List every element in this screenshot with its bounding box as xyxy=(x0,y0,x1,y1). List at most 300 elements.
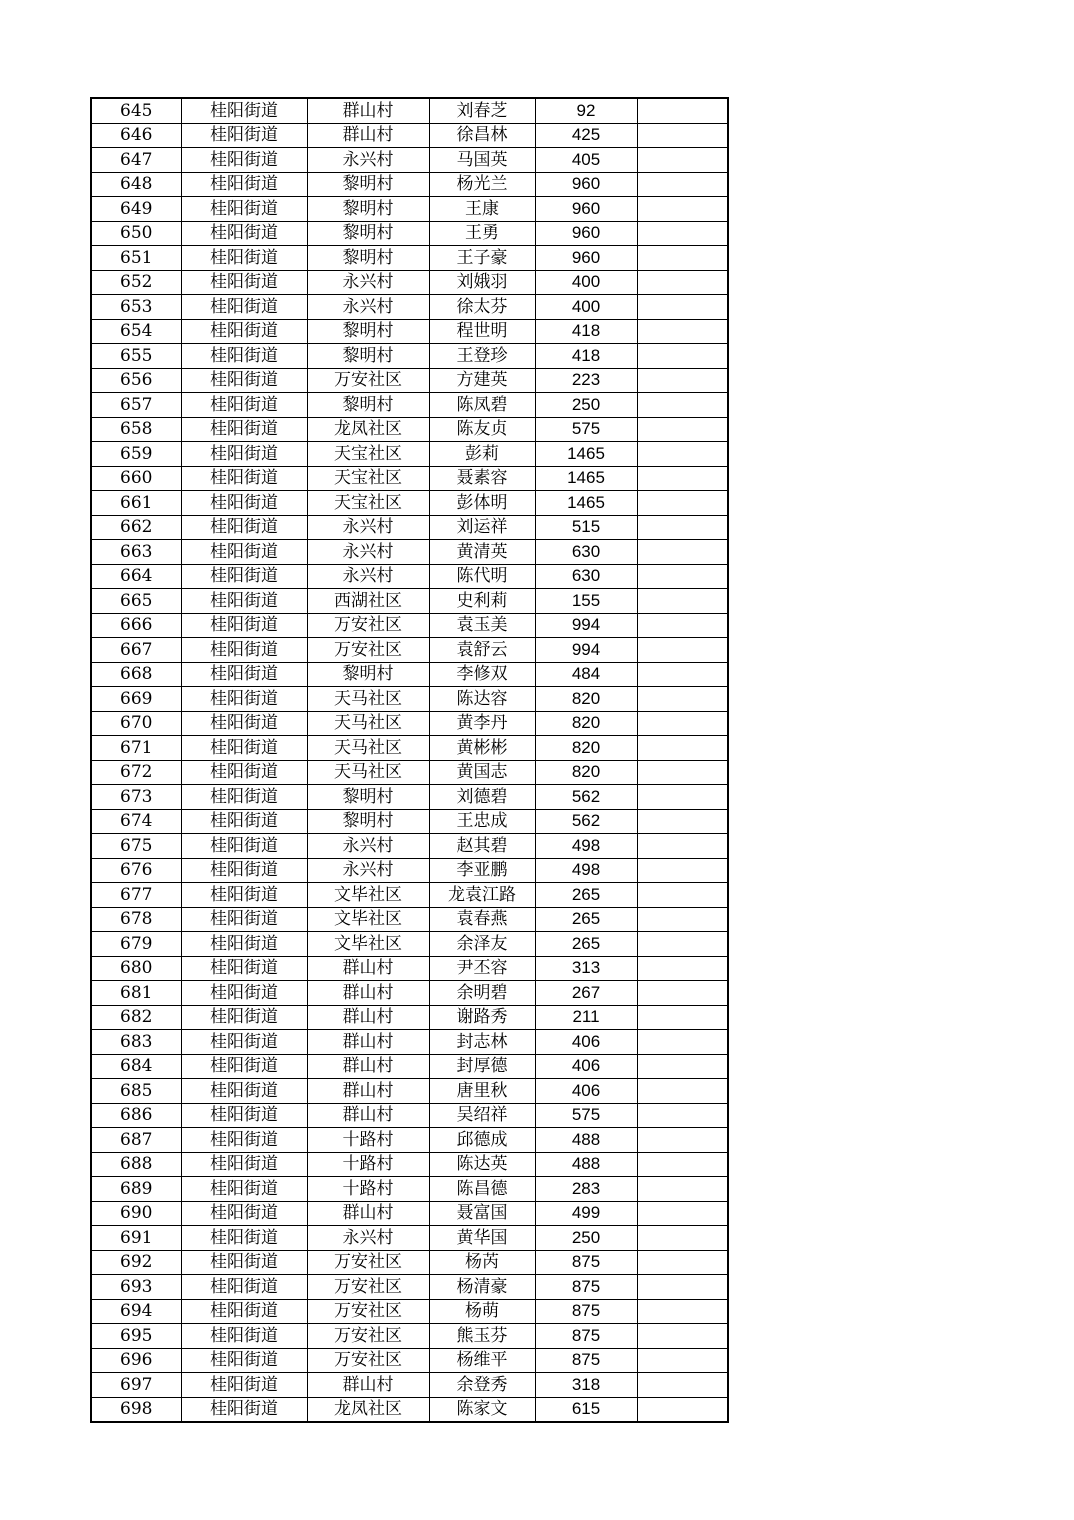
amount-cell: 223 xyxy=(535,368,637,393)
amount-cell: 406 xyxy=(535,1054,637,1079)
amount-cell: 265 xyxy=(535,883,637,908)
table-row xyxy=(91,1226,728,1251)
table-row xyxy=(91,221,728,246)
note-cell xyxy=(637,564,728,589)
name-cell: 徐太芬 xyxy=(429,295,535,320)
name-cell: 王忠成 xyxy=(429,809,535,834)
row-number-cell: 652 xyxy=(91,270,181,295)
table-row xyxy=(91,907,728,932)
amount-cell: 488 xyxy=(535,1128,637,1153)
table-row xyxy=(91,1397,728,1422)
name-cell: 聂富国 xyxy=(429,1201,535,1226)
note-cell xyxy=(637,442,728,467)
street-cell: 桂阳街道 xyxy=(181,662,307,687)
table-row xyxy=(91,564,728,589)
note-cell xyxy=(637,1079,728,1104)
table-row xyxy=(91,1275,728,1300)
row-number-cell: 695 xyxy=(91,1324,181,1349)
row-number-cell: 691 xyxy=(91,1226,181,1251)
village-cell: 天马社区 xyxy=(307,687,429,712)
amount-cell: 1465 xyxy=(535,491,637,516)
note-cell xyxy=(637,1177,728,1202)
street-cell: 桂阳街道 xyxy=(181,1226,307,1251)
name-cell: 黄彬彬 xyxy=(429,736,535,761)
table-row xyxy=(91,883,728,908)
note-cell xyxy=(637,1226,728,1251)
table-row xyxy=(91,1177,728,1202)
note-cell xyxy=(637,785,728,810)
village-cell: 万安社区 xyxy=(307,1348,429,1373)
row-number-cell: 680 xyxy=(91,956,181,981)
village-cell: 群山村 xyxy=(307,956,429,981)
village-cell: 十路村 xyxy=(307,1128,429,1153)
village-cell: 永兴村 xyxy=(307,270,429,295)
amount-cell: 875 xyxy=(535,1299,637,1324)
note-cell xyxy=(637,221,728,246)
note-cell xyxy=(637,1152,728,1177)
data-table xyxy=(90,97,729,1423)
street-cell: 桂阳街道 xyxy=(181,638,307,663)
row-number-cell: 672 xyxy=(91,760,181,785)
amount-cell: 265 xyxy=(535,932,637,957)
row-number-cell: 650 xyxy=(91,221,181,246)
name-cell: 杨芮 xyxy=(429,1250,535,1275)
note-cell xyxy=(637,123,728,148)
table-row xyxy=(91,662,728,687)
table-row xyxy=(91,344,728,369)
village-cell: 龙凤社区 xyxy=(307,417,429,442)
table-row xyxy=(91,197,728,222)
amount-cell: 406 xyxy=(535,1030,637,1055)
name-cell: 黄国志 xyxy=(429,760,535,785)
note-cell xyxy=(637,246,728,271)
note-cell xyxy=(637,589,728,614)
amount-cell: 994 xyxy=(535,638,637,663)
amount-cell: 515 xyxy=(535,515,637,540)
note-cell xyxy=(637,883,728,908)
village-cell: 群山村 xyxy=(307,1103,429,1128)
note-cell xyxy=(637,417,728,442)
table-row xyxy=(91,956,728,981)
table-row xyxy=(91,466,728,491)
street-cell: 桂阳街道 xyxy=(181,1152,307,1177)
village-cell: 群山村 xyxy=(307,1079,429,1104)
street-cell: 桂阳街道 xyxy=(181,368,307,393)
street-cell: 桂阳街道 xyxy=(181,270,307,295)
amount-cell: 267 xyxy=(535,981,637,1006)
amount-cell: 960 xyxy=(535,246,637,271)
name-cell: 黄华国 xyxy=(429,1226,535,1251)
street-cell: 桂阳街道 xyxy=(181,1324,307,1349)
village-cell: 文毕社区 xyxy=(307,907,429,932)
table-row xyxy=(91,736,728,761)
amount-cell: 155 xyxy=(535,589,637,614)
note-cell xyxy=(637,1373,728,1398)
name-cell: 王康 xyxy=(429,197,535,222)
amount-cell: 875 xyxy=(535,1324,637,1349)
village-cell: 黎明村 xyxy=(307,221,429,246)
table-row xyxy=(91,417,728,442)
name-cell: 李亚鹏 xyxy=(429,858,535,883)
street-cell: 桂阳街道 xyxy=(181,221,307,246)
amount-cell: 960 xyxy=(535,172,637,197)
row-number-cell: 646 xyxy=(91,123,181,148)
row-number-cell: 674 xyxy=(91,809,181,834)
street-cell: 桂阳街道 xyxy=(181,564,307,589)
street-cell: 桂阳街道 xyxy=(181,344,307,369)
table-row xyxy=(91,172,728,197)
amount-cell: 820 xyxy=(535,760,637,785)
table-row xyxy=(91,442,728,467)
table-row xyxy=(91,1128,728,1153)
name-cell: 聂素容 xyxy=(429,466,535,491)
village-cell: 十路村 xyxy=(307,1177,429,1202)
street-cell: 桂阳街道 xyxy=(181,956,307,981)
name-cell: 刘运祥 xyxy=(429,515,535,540)
village-cell: 天宝社区 xyxy=(307,466,429,491)
street-cell: 桂阳街道 xyxy=(181,932,307,957)
row-number-cell: 647 xyxy=(91,148,181,173)
note-cell xyxy=(637,1250,728,1275)
village-cell: 永兴村 xyxy=(307,295,429,320)
name-cell: 赵其碧 xyxy=(429,834,535,859)
row-number-cell: 655 xyxy=(91,344,181,369)
name-cell: 杨光兰 xyxy=(429,172,535,197)
village-cell: 万安社区 xyxy=(307,638,429,663)
street-cell: 桂阳街道 xyxy=(181,515,307,540)
amount-cell: 211 xyxy=(535,1005,637,1030)
amount-cell: 400 xyxy=(535,295,637,320)
amount-cell: 960 xyxy=(535,221,637,246)
table-row xyxy=(91,1079,728,1104)
row-number-cell: 654 xyxy=(91,319,181,344)
village-cell: 群山村 xyxy=(307,1373,429,1398)
note-cell xyxy=(637,466,728,491)
street-cell: 桂阳街道 xyxy=(181,834,307,859)
note-cell xyxy=(637,1201,728,1226)
table-row xyxy=(91,760,728,785)
note-cell xyxy=(637,834,728,859)
amount-cell: 265 xyxy=(535,907,637,932)
note-cell xyxy=(637,344,728,369)
street-cell: 桂阳街道 xyxy=(181,197,307,222)
village-cell: 天宝社区 xyxy=(307,491,429,516)
note-cell xyxy=(637,1324,728,1349)
row-number-cell: 697 xyxy=(91,1373,181,1398)
village-cell: 群山村 xyxy=(307,98,429,123)
table-row xyxy=(91,270,728,295)
row-number-cell: 661 xyxy=(91,491,181,516)
row-number-cell: 657 xyxy=(91,393,181,418)
table-row xyxy=(91,319,728,344)
name-cell: 王勇 xyxy=(429,221,535,246)
amount-cell: 820 xyxy=(535,736,637,761)
note-cell xyxy=(637,907,728,932)
name-cell: 陈昌德 xyxy=(429,1177,535,1202)
table-row xyxy=(91,589,728,614)
village-cell: 万安社区 xyxy=(307,1250,429,1275)
street-cell: 桂阳街道 xyxy=(181,1054,307,1079)
amount-cell: 960 xyxy=(535,197,637,222)
row-number-cell: 656 xyxy=(91,368,181,393)
amount-cell: 615 xyxy=(535,1397,637,1422)
note-cell xyxy=(637,1030,728,1055)
row-number-cell: 679 xyxy=(91,932,181,957)
amount-cell: 630 xyxy=(535,564,637,589)
note-cell xyxy=(637,932,728,957)
name-cell: 陈凤碧 xyxy=(429,393,535,418)
note-cell xyxy=(637,1299,728,1324)
row-number-cell: 665 xyxy=(91,589,181,614)
table-row xyxy=(91,1324,728,1349)
note-cell xyxy=(637,368,728,393)
name-cell: 袁舒云 xyxy=(429,638,535,663)
row-number-cell: 673 xyxy=(91,785,181,810)
row-number-cell: 666 xyxy=(91,613,181,638)
street-cell: 桂阳街道 xyxy=(181,1030,307,1055)
row-number-cell: 696 xyxy=(91,1348,181,1373)
street-cell: 桂阳街道 xyxy=(181,1373,307,1398)
name-cell: 彭体明 xyxy=(429,491,535,516)
street-cell: 桂阳街道 xyxy=(181,1348,307,1373)
street-cell: 桂阳街道 xyxy=(181,736,307,761)
amount-cell: 875 xyxy=(535,1250,637,1275)
street-cell: 桂阳街道 xyxy=(181,711,307,736)
table-row xyxy=(91,1152,728,1177)
table-row xyxy=(91,981,728,1006)
note-cell xyxy=(637,515,728,540)
village-cell: 群山村 xyxy=(307,123,429,148)
note-cell xyxy=(637,956,728,981)
table-row xyxy=(91,785,728,810)
table-row xyxy=(91,1373,728,1398)
row-number-cell: 693 xyxy=(91,1275,181,1300)
village-cell: 万安社区 xyxy=(307,613,429,638)
village-cell: 永兴村 xyxy=(307,515,429,540)
note-cell xyxy=(637,1103,728,1128)
village-cell: 西湖社区 xyxy=(307,589,429,614)
table-row xyxy=(91,932,728,957)
amount-cell: 405 xyxy=(535,148,637,173)
street-cell: 桂阳街道 xyxy=(181,442,307,467)
note-cell xyxy=(637,638,728,663)
village-cell: 天马社区 xyxy=(307,736,429,761)
street-cell: 桂阳街道 xyxy=(181,1005,307,1030)
amount-cell: 994 xyxy=(535,613,637,638)
amount-cell: 575 xyxy=(535,417,637,442)
name-cell: 杨萌 xyxy=(429,1299,535,1324)
street-cell: 桂阳街道 xyxy=(181,540,307,565)
village-cell: 永兴村 xyxy=(307,1226,429,1251)
table-row xyxy=(91,1299,728,1324)
amount-cell: 406 xyxy=(535,1079,637,1104)
row-number-cell: 649 xyxy=(91,197,181,222)
note-cell xyxy=(637,687,728,712)
table-row xyxy=(91,1348,728,1373)
name-cell: 唐里秋 xyxy=(429,1079,535,1104)
village-cell: 永兴村 xyxy=(307,148,429,173)
amount-cell: 562 xyxy=(535,809,637,834)
street-cell: 桂阳街道 xyxy=(181,907,307,932)
street-cell: 桂阳街道 xyxy=(181,1103,307,1128)
note-cell xyxy=(637,1275,728,1300)
village-cell: 文毕社区 xyxy=(307,883,429,908)
village-cell: 群山村 xyxy=(307,1054,429,1079)
note-cell xyxy=(637,172,728,197)
village-cell: 永兴村 xyxy=(307,564,429,589)
village-cell: 龙凤社区 xyxy=(307,1397,429,1422)
street-cell: 桂阳街道 xyxy=(181,417,307,442)
name-cell: 尹丕容 xyxy=(429,956,535,981)
name-cell: 王登珍 xyxy=(429,344,535,369)
village-cell: 天马社区 xyxy=(307,760,429,785)
row-number-cell: 645 xyxy=(91,98,181,123)
note-cell xyxy=(637,270,728,295)
row-number-cell: 667 xyxy=(91,638,181,663)
street-cell: 桂阳街道 xyxy=(181,123,307,148)
table-row xyxy=(91,1201,728,1226)
name-cell: 袁春燕 xyxy=(429,907,535,932)
row-number-cell: 648 xyxy=(91,172,181,197)
row-number-cell: 676 xyxy=(91,858,181,883)
name-cell: 龙袁江路 xyxy=(429,883,535,908)
name-cell: 陈代明 xyxy=(429,564,535,589)
village-cell: 万安社区 xyxy=(307,368,429,393)
row-number-cell: 689 xyxy=(91,1177,181,1202)
street-cell: 桂阳街道 xyxy=(181,589,307,614)
table-row xyxy=(91,1250,728,1275)
table-row xyxy=(91,246,728,271)
name-cell: 熊玉芬 xyxy=(429,1324,535,1349)
name-cell: 余明碧 xyxy=(429,981,535,1006)
amount-cell: 1465 xyxy=(535,442,637,467)
amount-cell: 425 xyxy=(535,123,637,148)
table-row xyxy=(91,613,728,638)
village-cell: 十路村 xyxy=(307,1152,429,1177)
village-cell: 黎明村 xyxy=(307,197,429,222)
row-number-cell: 663 xyxy=(91,540,181,565)
table-body xyxy=(91,98,728,1422)
village-cell: 群山村 xyxy=(307,1005,429,1030)
street-cell: 桂阳街道 xyxy=(181,319,307,344)
street-cell: 桂阳街道 xyxy=(181,809,307,834)
row-number-cell: 677 xyxy=(91,883,181,908)
street-cell: 桂阳街道 xyxy=(181,1397,307,1422)
name-cell: 杨维平 xyxy=(429,1348,535,1373)
village-cell: 黎明村 xyxy=(307,172,429,197)
note-cell xyxy=(637,981,728,1006)
note-cell xyxy=(637,197,728,222)
row-number-cell: 658 xyxy=(91,417,181,442)
amount-cell: 875 xyxy=(535,1275,637,1300)
amount-cell: 418 xyxy=(535,344,637,369)
amount-cell: 318 xyxy=(535,1373,637,1398)
amount-cell: 820 xyxy=(535,687,637,712)
village-cell: 黎明村 xyxy=(307,393,429,418)
name-cell: 李修双 xyxy=(429,662,535,687)
name-cell: 封志林 xyxy=(429,1030,535,1055)
table-row xyxy=(91,834,728,859)
table-row xyxy=(91,540,728,565)
village-cell: 黎明村 xyxy=(307,809,429,834)
name-cell: 谢路秀 xyxy=(429,1005,535,1030)
name-cell: 方建英 xyxy=(429,368,535,393)
village-cell: 永兴村 xyxy=(307,540,429,565)
note-cell xyxy=(637,148,728,173)
table-row xyxy=(91,687,728,712)
village-cell: 黎明村 xyxy=(307,319,429,344)
amount-cell: 875 xyxy=(535,1348,637,1373)
row-number-cell: 660 xyxy=(91,466,181,491)
village-cell: 黎明村 xyxy=(307,662,429,687)
village-cell: 群山村 xyxy=(307,981,429,1006)
amount-cell: 498 xyxy=(535,834,637,859)
row-number-cell: 687 xyxy=(91,1128,181,1153)
note-cell xyxy=(637,1128,728,1153)
village-cell: 万安社区 xyxy=(307,1299,429,1324)
village-cell: 天马社区 xyxy=(307,711,429,736)
row-number-cell: 659 xyxy=(91,442,181,467)
note-cell xyxy=(637,319,728,344)
village-cell: 黎明村 xyxy=(307,344,429,369)
village-cell: 天宝社区 xyxy=(307,442,429,467)
note-cell xyxy=(637,736,728,761)
table-row xyxy=(91,393,728,418)
row-number-cell: 681 xyxy=(91,981,181,1006)
village-cell: 永兴村 xyxy=(307,834,429,859)
note-cell xyxy=(637,1054,728,1079)
village-cell: 黎明村 xyxy=(307,785,429,810)
street-cell: 桂阳街道 xyxy=(181,1079,307,1104)
table-row xyxy=(91,809,728,834)
amount-cell: 630 xyxy=(535,540,637,565)
note-cell xyxy=(637,98,728,123)
name-cell: 陈达容 xyxy=(429,687,535,712)
street-cell: 桂阳街道 xyxy=(181,981,307,1006)
name-cell: 袁玉美 xyxy=(429,613,535,638)
street-cell: 桂阳街道 xyxy=(181,1201,307,1226)
table-row xyxy=(91,1103,728,1128)
row-number-cell: 669 xyxy=(91,687,181,712)
note-cell xyxy=(637,1005,728,1030)
street-cell: 桂阳街道 xyxy=(181,172,307,197)
name-cell: 黄清英 xyxy=(429,540,535,565)
table-row xyxy=(91,1005,728,1030)
street-cell: 桂阳街道 xyxy=(181,1299,307,1324)
street-cell: 桂阳街道 xyxy=(181,858,307,883)
street-cell: 桂阳街道 xyxy=(181,1177,307,1202)
note-cell xyxy=(637,809,728,834)
note-cell xyxy=(637,711,728,736)
street-cell: 桂阳街道 xyxy=(181,466,307,491)
note-cell xyxy=(637,1348,728,1373)
row-number-cell: 675 xyxy=(91,834,181,859)
name-cell: 杨清豪 xyxy=(429,1275,535,1300)
amount-cell: 562 xyxy=(535,785,637,810)
table-row xyxy=(91,515,728,540)
row-number-cell: 692 xyxy=(91,1250,181,1275)
name-cell: 陈友贞 xyxy=(429,417,535,442)
name-cell: 余泽友 xyxy=(429,932,535,957)
table-row xyxy=(91,123,728,148)
name-cell: 邱德成 xyxy=(429,1128,535,1153)
table-row xyxy=(91,368,728,393)
row-number-cell: 671 xyxy=(91,736,181,761)
name-cell: 马国英 xyxy=(429,148,535,173)
name-cell: 刘春芝 xyxy=(429,98,535,123)
note-cell xyxy=(637,858,728,883)
street-cell: 桂阳街道 xyxy=(181,98,307,123)
